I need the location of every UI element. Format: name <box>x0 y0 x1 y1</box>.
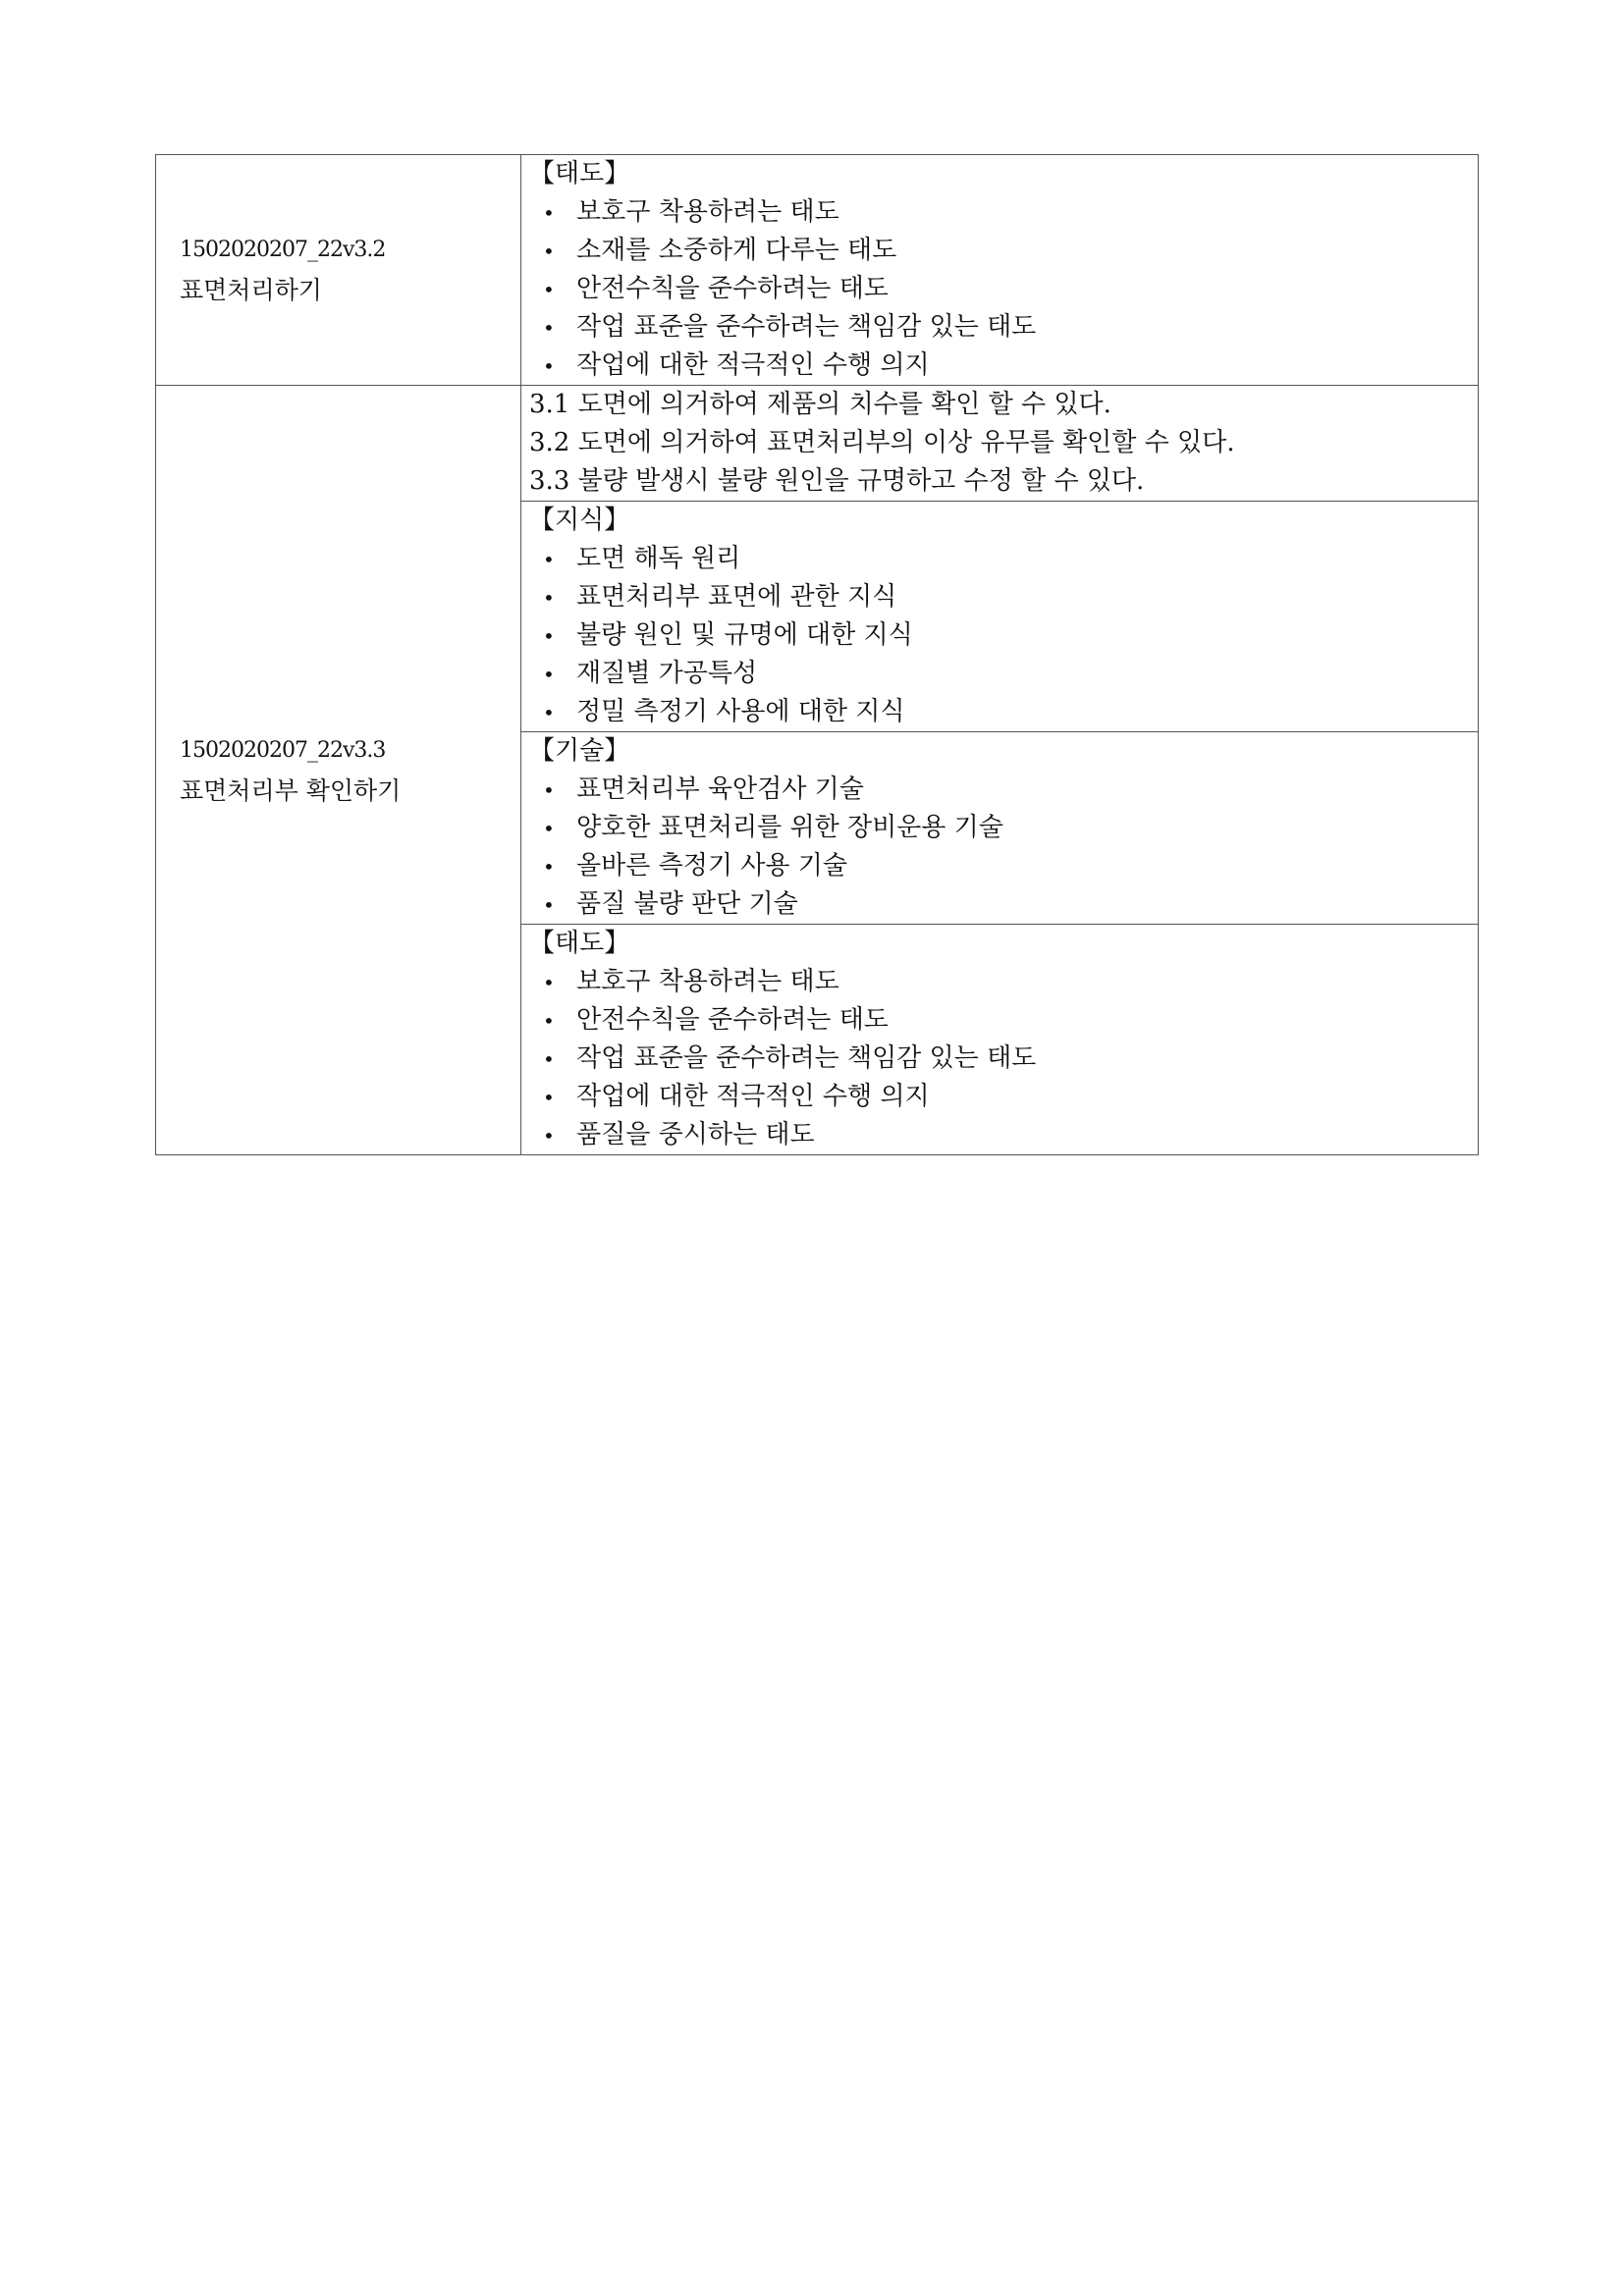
attitude-section <box>521 155 1479 386</box>
unit-cell <box>156 386 521 1155</box>
competency-table <box>155 154 1479 1155</box>
section-heading: 【지식】 <box>529 506 630 535</box>
criteria-item: 3.2 도면에 의거하여 표면처리부의 이상 유무를 확인할 수 있다. <box>529 428 1235 457</box>
list-item: • 재질별 가공특성 <box>529 655 1478 693</box>
criteria-section <box>521 386 1479 502</box>
criteria-item: 3.3 불량 발생시 불량 원인을 규명하고 수정 할 수 있다. <box>529 466 1145 496</box>
list-item: • 안전수칙을 준수하려는 태도 <box>529 270 1478 308</box>
bullet-icon: • <box>543 701 555 724</box>
list-item: • 품질 불량 판단 기술 <box>529 885 1478 924</box>
list-item: • 품질을 중시하는 태도 <box>529 1116 1478 1154</box>
list-item: • 불량 원인 및 규명에 대한 지식 <box>529 616 1478 655</box>
list-item: • 양호한 표면처리를 위한 장비운용 기술 <box>529 809 1478 847</box>
list-item: • 표면처리부 육안검사 기술 <box>529 771 1478 809</box>
unit-code: 1502020207_22v3.2 <box>180 238 386 262</box>
section-heading: 【기술】 <box>529 736 630 766</box>
list-item: • 작업에 대한 적극적인 수행 의지 <box>529 347 1478 385</box>
attitude-section <box>521 925 1479 1155</box>
list-item: • 작업에 대한 적극적인 수행 의지 <box>529 1078 1478 1116</box>
bullet-icon: • <box>543 548 555 571</box>
bullet-icon: • <box>543 893 555 917</box>
bullet-icon: • <box>543 817 555 840</box>
unit-code: 1502020207_22v3.3 <box>180 737 386 763</box>
bullet-icon: • <box>543 201 555 225</box>
list-item: • 작업 표준을 준수하려는 책임감 있는 태도 <box>529 1040 1478 1078</box>
bullet-icon: • <box>543 354 555 378</box>
bullet-icon: • <box>543 1009 555 1033</box>
list-item: • 작업 표준을 준수하려는 책임감 있는 태도 <box>529 308 1478 347</box>
bullet-icon: • <box>543 278 555 301</box>
list-item: • 보호구 착용하려는 태도 <box>529 963 1478 1001</box>
list-item: • 보호구 착용하려는 태도 <box>529 193 1478 232</box>
bullet-icon: • <box>543 1086 555 1109</box>
criteria-item: 3.1 도면에 의거하여 제품의 치수를 확인 할 수 있다. <box>529 390 1111 419</box>
bullet-icon: • <box>543 971 555 994</box>
list-item: • 표면처리부 표면에 관한 지식 <box>529 578 1478 616</box>
unit-cell <box>156 155 521 386</box>
list-item: • 안전수칙을 준수하려는 태도 <box>529 1001 1478 1040</box>
list-item: • 도면 해독 원리 <box>529 540 1478 578</box>
list-item: • 소재를 소중하게 다루는 태도 <box>529 232 1478 270</box>
bullet-icon: • <box>543 316 555 340</box>
skill-section <box>521 732 1479 925</box>
section-heading: 【태도】 <box>529 929 630 958</box>
unit-name: 표면처리부 확인하기 <box>180 775 402 805</box>
bullet-icon: • <box>543 778 555 802</box>
table-row <box>156 386 1479 502</box>
bullet-icon: • <box>543 663 555 686</box>
bullet-icon: • <box>543 586 555 610</box>
bullet-icon: • <box>543 240 555 263</box>
bullet-icon: • <box>543 1124 555 1148</box>
list-item: • 정밀 측정기 사용에 대한 지식 <box>529 693 1478 731</box>
section-heading: 【태도】 <box>529 159 630 188</box>
knowledge-section <box>521 502 1479 732</box>
bullet-icon: • <box>543 624 555 648</box>
unit-name: 표면처리하기 <box>180 276 322 304</box>
list-item: • 올바른 측정기 사용 기술 <box>529 847 1478 885</box>
bullet-icon: • <box>543 1047 555 1071</box>
table-row <box>156 155 1479 386</box>
bullet-icon: • <box>543 855 555 879</box>
